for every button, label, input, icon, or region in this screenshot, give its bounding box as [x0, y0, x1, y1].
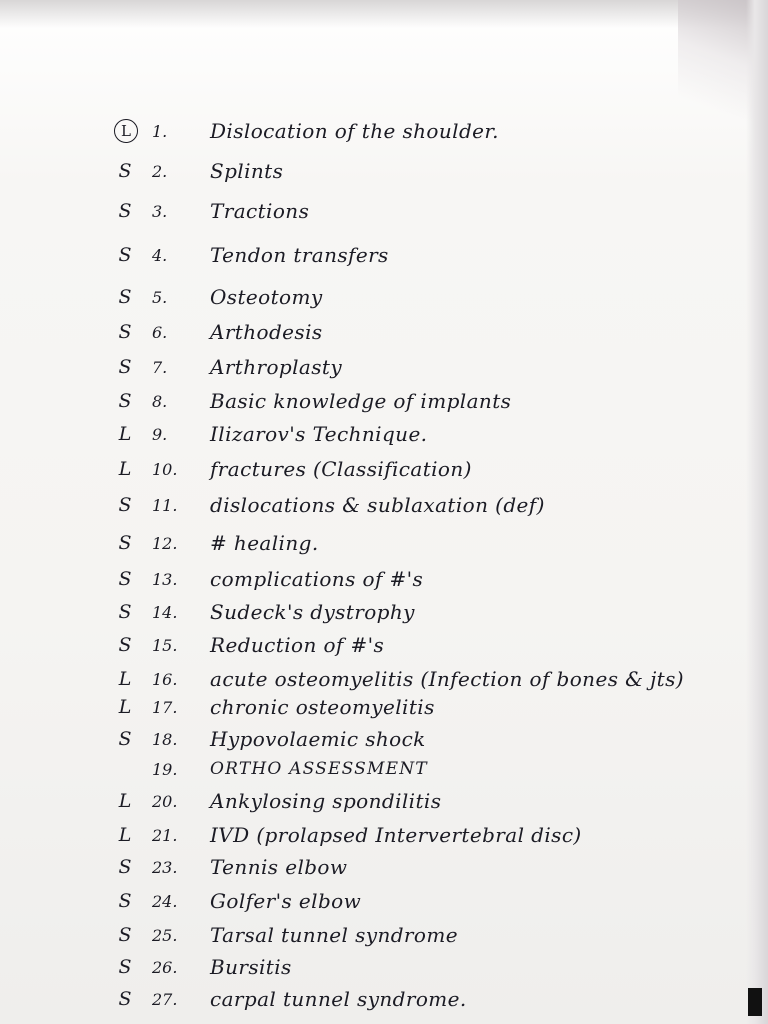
item-topic: # healing. [210, 531, 319, 555]
item-mark: S [118, 200, 132, 222]
item-topic: chronic osteomyelitis [210, 695, 435, 719]
item-topic: acute osteomyelitis (Infection of bones & jts) [210, 667, 684, 691]
item-number: 2. [152, 161, 168, 181]
item-number: 19. [152, 759, 178, 779]
item-number: 16. [152, 669, 178, 689]
item-number: 20. [152, 791, 178, 811]
item-number: 10. [152, 459, 178, 479]
item-mark: S [118, 532, 132, 554]
item-mark: L [118, 696, 132, 718]
corner-mark [748, 988, 762, 1016]
item-number: 27. [152, 989, 178, 1009]
item-topic: Hypovolaemic shock [210, 727, 426, 751]
item-number: 4. [152, 245, 168, 265]
item-topic: Tractions [210, 199, 310, 223]
item-topic: Bursitis [210, 955, 292, 979]
item-topic: Sudeck's dystrophy [210, 600, 415, 624]
item-mark: S [118, 321, 132, 343]
item-mark: S [118, 494, 132, 516]
item-topic: Tarsal tunnel syndrome [210, 923, 458, 947]
item-topic: Tendon transfers [210, 243, 389, 267]
item-topic: Basic knowledge of implants [210, 389, 512, 413]
item-number: 14. [152, 602, 178, 622]
item-mark: L [118, 790, 132, 812]
item-topic: Reduction of #'s [210, 633, 385, 657]
item-mark: S [118, 568, 132, 590]
page-right-edge [746, 0, 768, 1024]
item-number: 6. [152, 322, 168, 342]
item-topic: IVD (prolapsed Intervertebral disc) [210, 823, 582, 847]
item-mark: S [118, 390, 132, 412]
item-number: 7. [152, 357, 168, 377]
item-mark: S [118, 160, 132, 182]
item-mark: S [118, 728, 132, 750]
item-topic: Ilizarov's Technique. [210, 422, 428, 446]
item-number: 23. [152, 857, 178, 877]
item-number: 18. [152, 729, 178, 749]
page-top-shadow [0, 0, 768, 28]
item-number: 8. [152, 391, 168, 411]
item-mark: S [118, 356, 132, 378]
item-mark: L [118, 668, 132, 690]
item-number: 1. [152, 121, 168, 141]
item-topic: Arthodesis [210, 320, 323, 344]
item-topic: Osteotomy [210, 285, 323, 309]
item-mark: S [118, 244, 132, 266]
item-number: 24. [152, 891, 178, 911]
item-number: 15. [152, 635, 178, 655]
item-number: 3. [152, 201, 168, 221]
item-topic: Dislocation of the shoulder. [210, 119, 499, 143]
item-topic: Golfer's elbow [210, 889, 362, 913]
item-number: 12. [152, 533, 178, 553]
item-mark: S [118, 601, 132, 623]
item-topic: dislocations & sublaxation (def) [210, 493, 545, 517]
item-mark: S [118, 924, 132, 946]
item-topic: complications of #'s [210, 567, 424, 591]
item-topic: Ankylosing spondilitis [210, 789, 442, 813]
item-topic: Tennis elbow [210, 855, 348, 879]
item-number: 25. [152, 925, 178, 945]
item-mark: S [118, 634, 132, 656]
item-mark: S [118, 988, 132, 1010]
item-number: 9. [152, 424, 168, 444]
item-mark: L [114, 119, 138, 143]
item-topic: carpal tunnel syndrome. [210, 987, 467, 1011]
item-mark: L [118, 458, 132, 480]
item-number: 26. [152, 957, 178, 977]
item-topic: fractures (Classification) [210, 457, 472, 481]
item-number: 5. [152, 287, 168, 307]
item-mark: S [118, 286, 132, 308]
item-number: 21. [152, 825, 178, 845]
item-topic: Splints [210, 159, 284, 183]
item-mark: S [118, 890, 132, 912]
item-topic: ORTHO ASSESSMENT [210, 759, 428, 779]
item-topic: Arthroplasty [210, 355, 343, 379]
item-mark: L [118, 423, 132, 445]
item-number: 11. [152, 495, 178, 515]
item-number: 13. [152, 569, 178, 589]
item-mark: S [118, 956, 132, 978]
item-mark: L [118, 824, 132, 846]
item-mark: S [118, 856, 132, 878]
item-number: 17. [152, 697, 178, 717]
